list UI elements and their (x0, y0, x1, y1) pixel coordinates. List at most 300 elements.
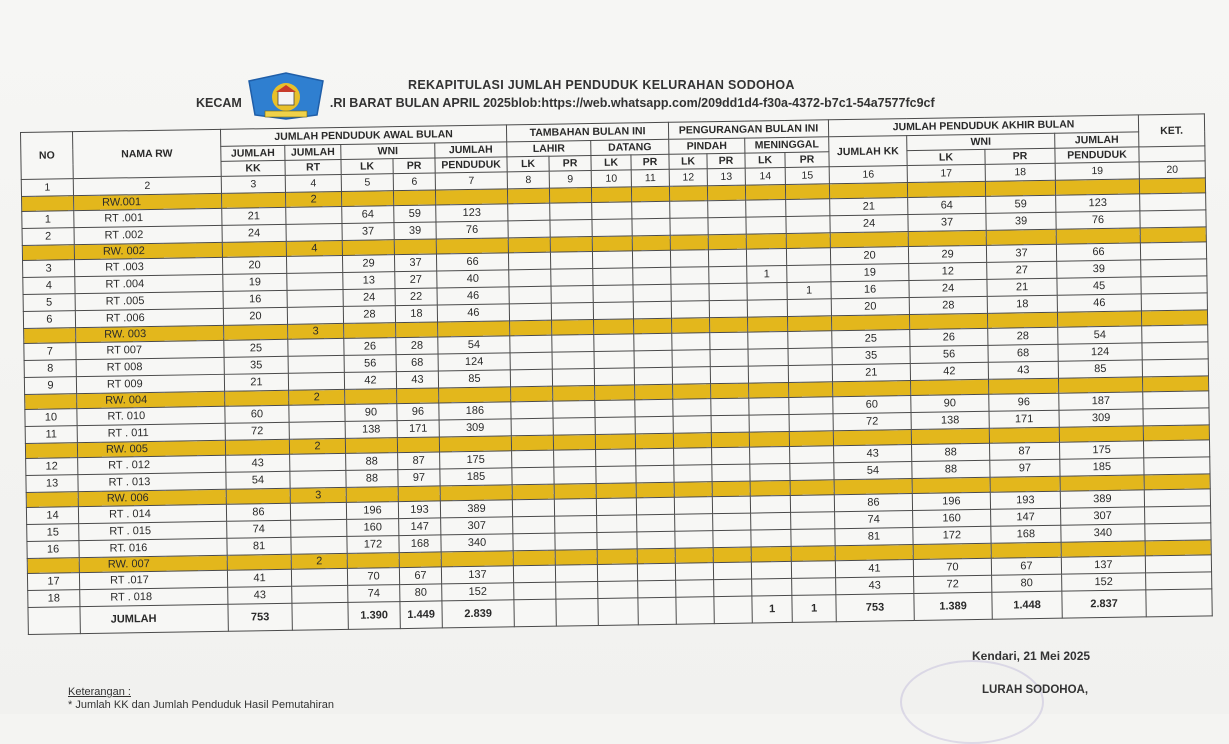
meninggal-pr-cell (790, 495, 834, 513)
total-akhir-jumlah-cell: 2.837 (1062, 590, 1146, 618)
lk-cell: 64 (342, 206, 394, 224)
header-jumlah-akhir-top: JUMLAH (1055, 132, 1139, 148)
signature-date: Kendari, 21 Mei 2025 (972, 649, 1091, 663)
table-cell (710, 332, 748, 350)
meninggal-lk-cell (746, 216, 786, 234)
table-cell (637, 563, 675, 581)
ket-cell (1146, 589, 1212, 617)
meninggal-pr-cell (792, 578, 836, 596)
table-cell (707, 185, 745, 201)
akhir-kk-cell: 81 (835, 528, 913, 546)
row-no-cell: 2 (22, 228, 74, 246)
table-cell (638, 580, 676, 598)
table-cell (985, 180, 1055, 196)
column-index-cell: 17 (907, 164, 985, 182)
kk-cell: 41 (227, 569, 291, 587)
table-cell (713, 547, 751, 563)
table-cell (907, 181, 985, 197)
table-cell (551, 286, 593, 304)
kk-cell: 16 (223, 290, 287, 308)
table-cell (709, 283, 747, 301)
table-cell (513, 565, 555, 583)
akhir-lk-cell: 37 (908, 213, 986, 231)
akhir-jumlah-cell: 187 (1059, 392, 1143, 410)
table-cell (1143, 425, 1209, 441)
table-cell (637, 514, 675, 532)
jumlah-penduduk-cell: 137 (441, 566, 513, 584)
table-cell (508, 252, 550, 270)
meninggal-pr-cell (791, 561, 835, 579)
table-cell (507, 188, 549, 204)
header-jumlah-kk-akhir: JUMLAH KK (829, 136, 907, 167)
kk-cell: 72 (225, 422, 289, 440)
table-cell (514, 599, 556, 627)
table-cell (669, 186, 707, 202)
table-cell (833, 381, 911, 397)
row-no-cell: 15 (27, 524, 79, 542)
meninggal-lk-cell: 1 (747, 265, 787, 283)
kk-cell: 74 (227, 520, 291, 538)
akhir-kk-cell: 20 (831, 298, 909, 316)
table-cell (909, 313, 987, 329)
row-no-cell: 7 (24, 343, 76, 361)
akhir-kk-cell: 60 (833, 396, 911, 414)
rt-count-cell (291, 568, 347, 586)
rt-name-cell: RT 007 (76, 340, 224, 359)
rt-count-cell (286, 255, 342, 273)
rw-name-cell: RW. 004 (77, 391, 225, 408)
table-cell (1140, 227, 1206, 243)
table-cell (636, 465, 674, 483)
table-cell (596, 466, 636, 484)
column-index-cell: 20 (1139, 161, 1205, 179)
rw-no-cell (22, 196, 74, 212)
row-no-cell: 12 (26, 458, 78, 476)
akhir-kk-cell: 16 (831, 281, 909, 299)
kk-cell: 43 (226, 454, 290, 472)
table-cell (510, 369, 552, 387)
table-cell (712, 481, 750, 497)
table-body (21, 161, 1212, 635)
meninggal-pr-cell (786, 216, 830, 234)
table-cell (676, 597, 714, 625)
jumlah-penduduk-cell: 54 (438, 336, 510, 354)
jumlah-penduduk-cell: 186 (439, 402, 511, 420)
meninggal-lk-cell (747, 299, 787, 317)
akhir-jumlah-cell: 389 (1060, 490, 1144, 508)
header-akhir-pr: PR (985, 148, 1055, 164)
table-cell (708, 234, 746, 250)
meninggal-lk-cell (748, 365, 788, 383)
table-cell (221, 192, 285, 208)
table-cell (225, 390, 289, 406)
table-cell (1144, 474, 1210, 490)
table-cell (552, 352, 594, 370)
akhir-lk-cell: 42 (910, 362, 988, 380)
table-cell (711, 383, 749, 399)
column-index-cell: 19 (1055, 162, 1139, 180)
rw-name-cell: RW. 002 (74, 242, 222, 259)
meninggal-lk-cell (747, 282, 787, 300)
lk-cell: 74 (348, 585, 400, 603)
lk-cell: 196 (346, 502, 398, 520)
header-jumlah-kk-top: JUMLAH (221, 145, 285, 161)
akhir-lk-cell: 88 (912, 443, 990, 461)
table-cell (397, 437, 439, 453)
table-cell (597, 564, 637, 582)
rt-name-cell: RT .002 (74, 225, 222, 244)
meninggal-lk-cell (752, 578, 792, 596)
table-cell (439, 436, 511, 452)
row-no-cell: 3 (23, 260, 75, 278)
meninggal-lk-cell (750, 463, 790, 481)
table-cell (989, 378, 1059, 394)
ket-cell (1143, 391, 1209, 409)
total-akhir-pr-cell: 1.448 (992, 591, 1062, 619)
table-cell (634, 333, 672, 351)
table-cell (399, 552, 441, 568)
table-cell (594, 351, 634, 369)
table-cell (674, 497, 712, 515)
table-cell (787, 316, 831, 332)
keterangan-note: * Jumlah KK dan Jumlah Penduduk Hasil Pemutahiran (68, 699, 334, 711)
table-cell (751, 546, 791, 562)
akhir-jumlah-cell: 175 (1060, 441, 1144, 459)
table-cell (673, 433, 711, 449)
table-cell (671, 267, 709, 285)
table-cell (440, 485, 512, 501)
kk-cell: 43 (228, 586, 292, 604)
table-cell (672, 333, 710, 351)
rt-count-cell (290, 470, 346, 488)
rt-name-cell: RT .005 (75, 291, 223, 310)
table-cell (830, 232, 908, 248)
table-cell (512, 467, 554, 485)
table-cell (834, 479, 912, 495)
header-pengurangan: PENGURANGAN BULAN INI (668, 120, 828, 140)
lk-cell: 90 (345, 404, 397, 422)
total-akhir-kk-cell: 753 (836, 594, 914, 622)
rt-count-cell (287, 272, 343, 290)
akhir-pr-cell: 68 (988, 344, 1058, 362)
table-cell (708, 249, 746, 267)
table-cell (713, 530, 751, 548)
akhir-lk-cell: 88 (912, 460, 990, 478)
akhir-kk-cell: 35 (832, 347, 910, 365)
table-cell (634, 350, 672, 368)
table-cell (509, 269, 551, 287)
table-cell (673, 416, 711, 434)
rt-name-cell: RT .004 (75, 274, 223, 293)
table-cell (709, 266, 747, 284)
table-cell (1057, 311, 1141, 327)
akhir-jumlah-cell: 39 (1057, 260, 1141, 278)
table-cell (556, 598, 598, 626)
column-index-cell: 10 (591, 170, 631, 188)
ket-cell (1146, 572, 1212, 590)
ket-cell (1140, 242, 1206, 260)
jumlah-penduduk-cell: 85 (438, 370, 510, 388)
rt-name-cell: RT 008 (76, 357, 224, 376)
akhir-kk-cell: 43 (834, 445, 912, 463)
column-index-cell: 16 (829, 166, 907, 184)
table-cell (1055, 179, 1139, 195)
meninggal-pr-cell (787, 265, 831, 283)
table-cell (344, 323, 396, 339)
row-no-cell: 13 (26, 475, 78, 493)
jumlah-penduduk-cell: 76 (436, 221, 508, 239)
akhir-pr-cell: 59 (986, 195, 1056, 213)
table-cell (592, 236, 632, 252)
akhir-pr-cell: 80 (992, 574, 1062, 592)
lk-cell: 29 (342, 255, 394, 273)
table-cell (833, 430, 911, 446)
table-cell (710, 317, 748, 333)
table-cell (508, 237, 550, 253)
akhir-lk-cell: 64 (908, 196, 986, 214)
table-cell (711, 415, 749, 433)
meninggal-lk-cell (749, 414, 789, 432)
table-cell (441, 551, 513, 567)
akhir-jumlah-cell: 46 (1057, 294, 1141, 312)
table-cell (593, 285, 633, 303)
akhir-pr-cell: 168 (991, 525, 1061, 543)
table-cell (670, 201, 708, 219)
rw-rt-count-cell: 2 (289, 389, 345, 405)
ket-cell (1145, 506, 1211, 524)
pr-cell: 193 (398, 501, 440, 519)
akhir-kk-cell: 54 (834, 462, 912, 480)
table-cell (598, 598, 638, 626)
table-cell (745, 184, 785, 200)
table-cell (222, 241, 286, 257)
rw-rt-count-cell: 2 (291, 553, 347, 569)
rt-name-cell: RT . 018 (80, 587, 228, 606)
akhir-jumlah-cell: 185 (1060, 458, 1144, 476)
pr-cell: 67 (399, 567, 441, 585)
table-cell (28, 607, 80, 635)
table-cell (514, 582, 556, 600)
table-cell (226, 488, 290, 504)
akhir-kk-cell: 21 (830, 198, 908, 216)
akhir-kk-cell: 41 (835, 560, 913, 578)
table-cell (598, 581, 638, 599)
row-no-cell: 11 (25, 426, 77, 444)
column-index-cell: 7 (435, 172, 507, 190)
rw-no-cell (24, 328, 76, 344)
akhir-jumlah-cell: 307 (1061, 507, 1145, 525)
akhir-pr-cell: 96 (989, 393, 1059, 411)
header-tambahan: TAMBAHAN BULAN INI (506, 122, 668, 142)
table-cell (597, 549, 637, 565)
table-cell (551, 303, 593, 321)
rw-name-cell: RW. 007 (79, 555, 227, 572)
meninggal-pr-cell (789, 414, 833, 432)
table-cell (554, 449, 596, 467)
column-index-cell: 8 (507, 171, 549, 189)
akhir-kk-cell: 20 (830, 247, 908, 265)
table-cell (556, 581, 598, 599)
table-cell (632, 235, 670, 251)
table-cell (713, 513, 751, 531)
table-cell (595, 385, 635, 401)
column-index-cell: 13 (707, 168, 745, 186)
table-cell (597, 532, 637, 550)
jumlah-penduduk-cell: 152 (442, 583, 514, 601)
table-cell (549, 188, 591, 204)
table-cell (675, 563, 713, 581)
pr-cell: 97 (398, 469, 440, 487)
subtitle-right: .RI BARAT BULAN APRIL 2025blob:https://web.whatsapp.com/209dd1d4-f30a-4372-b7c1-54a7577fc9cf (329, 96, 935, 110)
akhir-lk-cell: 24 (909, 279, 987, 297)
lk-cell: 88 (346, 470, 398, 488)
rw-rt-count-cell: 3 (288, 323, 344, 339)
pr-cell: 87 (398, 452, 440, 470)
header-jumlah-rt-top: JUMLAH (285, 144, 341, 160)
akhir-pr-cell: 43 (988, 361, 1058, 379)
table-cell (438, 321, 510, 337)
rw-rt-count-cell: 4 (286, 240, 342, 256)
header-ket-blank (1139, 146, 1205, 162)
pr-cell: 37 (394, 254, 436, 272)
meninggal-lk-cell (746, 199, 786, 217)
table-cell (227, 554, 291, 570)
table-cell (593, 302, 633, 320)
table-cell (555, 515, 597, 533)
table-cell (709, 300, 747, 318)
rt-count-cell (288, 338, 344, 356)
column-index-cell: 11 (631, 169, 669, 187)
header-pindah: PINDAH (669, 138, 745, 154)
akhir-lk-cell: 28 (909, 296, 987, 314)
table-cell (397, 388, 439, 404)
akhir-jumlah-cell: 45 (1057, 277, 1141, 295)
table-cell (637, 548, 675, 564)
table-cell (986, 229, 1056, 245)
meninggal-pr-cell (786, 199, 830, 217)
rt-name-cell: RT .003 (75, 257, 223, 276)
population-table-wrapper (20, 113, 1213, 635)
table-cell (711, 432, 749, 448)
table-cell (595, 400, 635, 418)
rt-name-cell: RT. 010 (77, 406, 225, 425)
akhir-kk-cell: 21 (832, 364, 910, 382)
row-no-cell: 6 (23, 311, 75, 329)
rt-name-cell: RT .001 (74, 208, 222, 227)
rw-name-cell: RW. 003 (76, 325, 224, 342)
table-cell (675, 548, 713, 564)
akhir-jumlah-cell: 123 (1056, 194, 1140, 212)
akhir-pr-cell: 171 (989, 410, 1059, 428)
meninggal-lk-cell (751, 561, 791, 579)
keterangan-label: Keterangan : (68, 686, 131, 698)
table-cell (1056, 228, 1140, 244)
table-cell (785, 184, 829, 200)
meninggal-lk-cell (751, 529, 791, 547)
table-cell (633, 301, 671, 319)
table-cell (510, 335, 552, 353)
pr-cell: 27 (395, 271, 437, 289)
table-cell (671, 301, 709, 319)
lk-cell: 56 (344, 355, 396, 373)
table-cell (346, 487, 398, 503)
header-pindah-pr: PR (707, 153, 745, 169)
rt-count-cell (287, 306, 343, 324)
column-index-cell: 5 (341, 174, 393, 192)
table-cell (831, 315, 909, 331)
akhir-lk-cell: 56 (910, 345, 988, 363)
table-cell (225, 439, 289, 455)
table-cell (913, 543, 991, 559)
table-cell (341, 191, 393, 207)
table-cell (508, 203, 550, 221)
header-nama-rw: NAMA RW (73, 129, 222, 178)
lk-cell: 37 (342, 223, 394, 241)
jumlah-penduduk-cell: 40 (437, 270, 509, 288)
akhir-jumlah-cell: 152 (1062, 573, 1146, 591)
rt-count-cell (286, 223, 342, 241)
table-cell (712, 464, 750, 482)
table-cell (789, 382, 833, 398)
rw-name-cell: RW. 005 (77, 440, 225, 457)
table-cell (908, 230, 986, 246)
column-index-cell: 9 (549, 171, 591, 189)
header-lahir-lk: LK (507, 156, 549, 172)
lk-cell: 70 (347, 568, 399, 586)
rw-name-cell: RW. 006 (78, 489, 226, 506)
total-label-cell: JUMLAH (80, 604, 228, 633)
table-cell (555, 564, 597, 582)
ket-cell (1140, 210, 1206, 228)
table-cell (553, 386, 595, 402)
rt-name-cell: RT . 015 (79, 521, 227, 540)
jumlah-penduduk-cell: 46 (437, 304, 509, 322)
akhir-kk-cell: 19 (831, 264, 909, 282)
meninggal-pr-cell (788, 348, 832, 366)
akhir-jumlah-cell: 54 (1058, 326, 1142, 344)
table-cell (634, 367, 672, 385)
pr-cell: 18 (395, 305, 437, 323)
header-penduduk-akhir: PENDUDUK (1055, 147, 1139, 163)
table-cell (749, 382, 789, 398)
pr-cell: 171 (397, 420, 439, 438)
table-cell (550, 252, 592, 270)
table-cell (595, 434, 635, 450)
table-cell (342, 240, 394, 256)
jumlah-penduduk-cell: 307 (441, 517, 513, 535)
ket-cell (1142, 359, 1208, 377)
table-cell (791, 546, 835, 562)
rt-count-cell (291, 536, 347, 554)
ket-cell (1141, 276, 1207, 294)
table-cell (632, 201, 670, 219)
kk-cell: 19 (223, 273, 287, 291)
jumlah-penduduk-cell: 309 (439, 419, 511, 437)
table-cell (555, 549, 597, 565)
table-cell (987, 312, 1057, 328)
city-emblem-logo (243, 71, 329, 121)
column-index-cell: 1 (21, 179, 73, 197)
rt-count-cell (290, 453, 346, 471)
ket-cell (1143, 408, 1209, 426)
rw-no-cell (27, 558, 79, 574)
lk-cell: 13 (343, 272, 395, 290)
pr-cell: 22 (395, 288, 437, 306)
jumlah-penduduk-cell: 389 (440, 500, 512, 518)
table-cell (513, 533, 555, 551)
table-cell (509, 303, 551, 321)
table-cell (1060, 475, 1144, 491)
